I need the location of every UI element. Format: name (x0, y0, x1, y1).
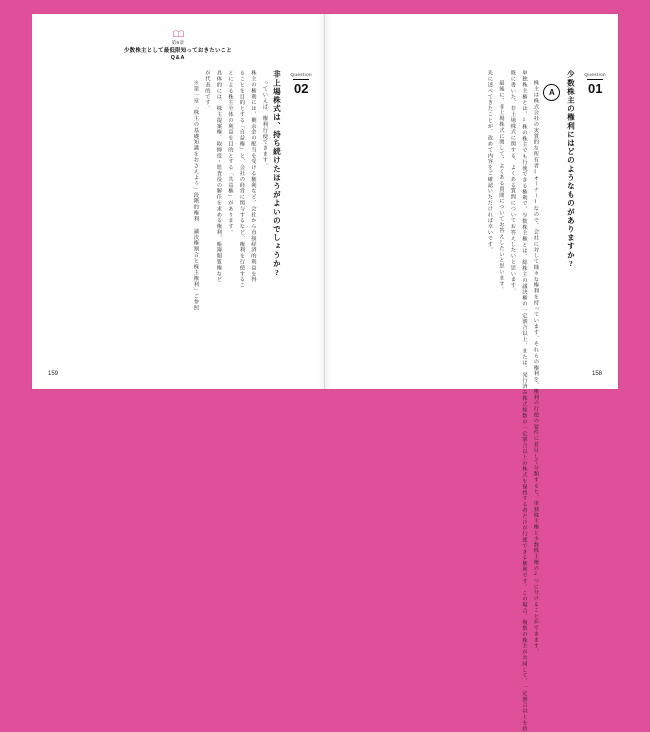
question-number: 01 (587, 81, 603, 96)
chapter-header (32, 30, 324, 62)
question-number: 02 (293, 81, 309, 96)
body-line: とによる株主全体の利益を目的とする「共益権」があります。 (226, 70, 233, 236)
question-number-block-02 (290, 70, 312, 96)
body-line: 単独株主権とは、1株の株主でも行使できる権利で、少数株主権とは、総株主の議決権の一定割合以上、または、発行済み株式総数の一定割合以上の株式を保持する者だけが行使できる権利です。この場合、複数の株主が共同して、一定割合以上を持 (520, 70, 527, 732)
question-heading-01: 少数株主の権利にはどのようなものがありますか? (566, 70, 576, 270)
question-number-block-01 (584, 70, 606, 96)
question-heading-02: 非上場株式は、持ち続けたほうがよいのでしょうか? (272, 70, 282, 278)
body-line: 既に書いた、非上場株式に関する、よくある質問についてお答えしたいと思います。 (509, 70, 516, 295)
answer-mark-block (543, 70, 560, 101)
chapter-subtitle: Q&A (170, 55, 186, 61)
right-page (325, 14, 618, 732)
body-line: 先に述べてきたことが、改めて内容をご確認いただければ幸いです。 (486, 70, 493, 253)
body-line: 具体的には、株主提案権、取締役・監査役の解任を求める権利、帳簿閲覧権など (215, 70, 222, 283)
question-divider (293, 79, 309, 80)
chapter-label: 第6章 (171, 40, 185, 45)
chapter-title: 少数株主として最低限知っておきたいこと (123, 48, 233, 54)
book-spread (32, 14, 618, 732)
left-page (32, 14, 325, 389)
body-line: ることを目的とする「自益権」と、会社の経営に関与するなど、権利を行使するこ (238, 70, 245, 289)
body-line: 株主は株式会社の実質的な所有者(オーナー)なので、会社に対して様々な権利を持っています。それらの権利を、権利の行使の要件に着目して分類すると、単独株主権と少数株主権の2つに分けることができます。 (532, 80, 539, 655)
question-divider (587, 79, 603, 80)
page-number-left: 159 (48, 371, 59, 377)
body-line: っていえば、権利行使できます。 (261, 80, 268, 169)
body-line: 最後に、非上場株式に関して、よくある質問についてお答えしたいと思います。 (497, 80, 504, 293)
body-note: ※第一章「株主の基礎知識をおさえよう」段階的権利 議決権割合と株主権利」ご参照 (192, 80, 199, 311)
body-line: が代表的です。 (203, 70, 210, 112)
left-page-text-columns (42, 70, 314, 355)
book-open-icon (173, 30, 184, 38)
question-label: Question (584, 72, 606, 77)
body-line: 株主の権利には、剰余金の配当を受ける権利など、会社から直接経済的利益を得 (249, 70, 256, 283)
question-label: Question (290, 72, 312, 77)
answer-mark: A (543, 84, 560, 101)
page-number-right: 158 (591, 371, 602, 377)
